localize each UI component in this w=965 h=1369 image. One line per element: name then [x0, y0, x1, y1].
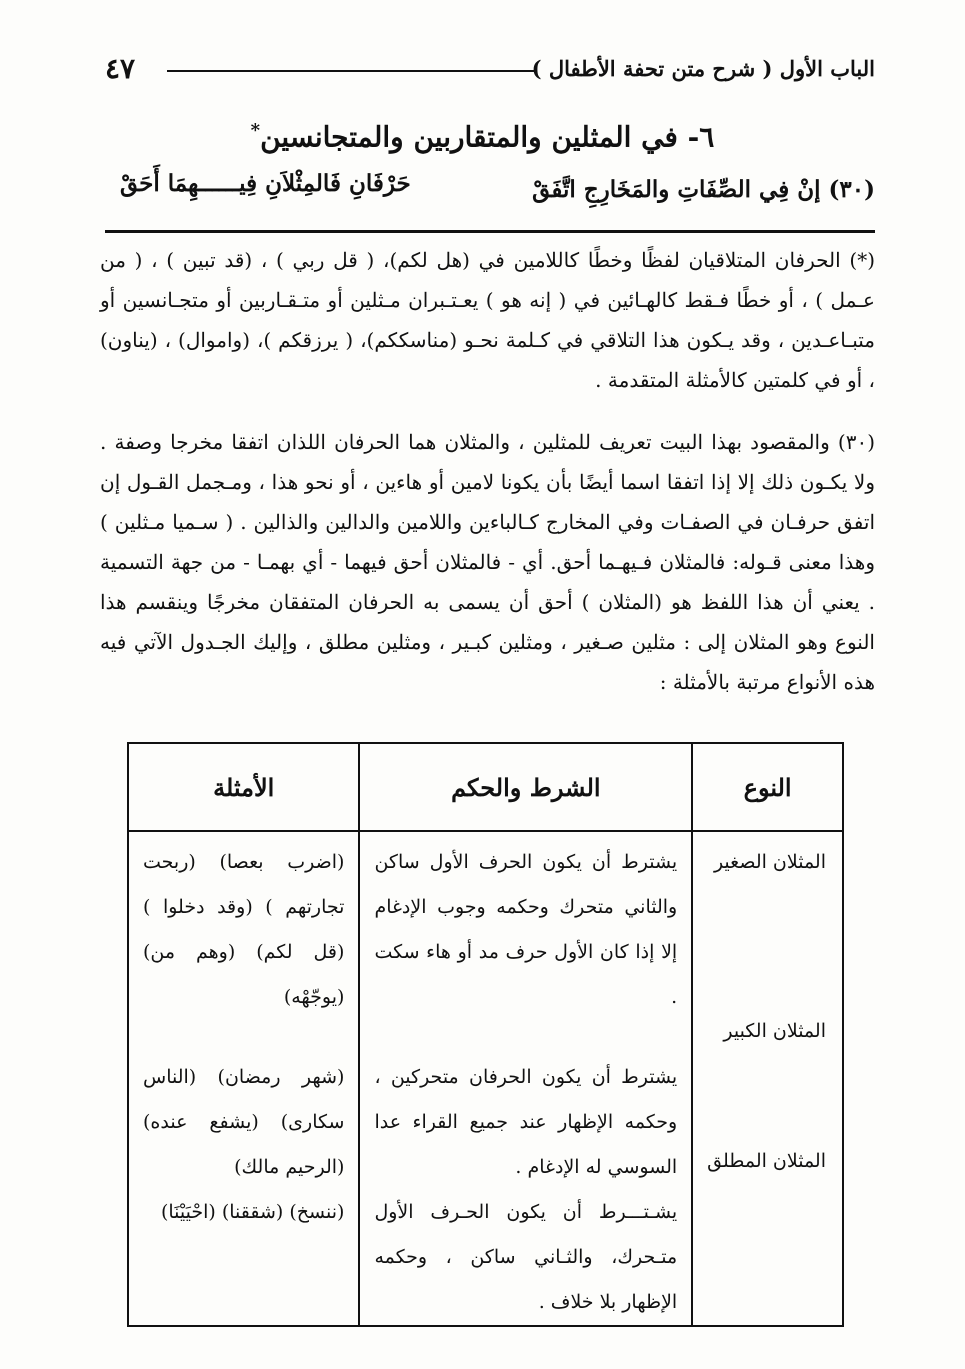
table-row [128, 831, 843, 1326]
chapter-title-text: ٦- في المثلين والمتقاربين والمتجانسين [260, 120, 715, 154]
running-title: الباب الأول ( شرح متن تحفة الأطفال ) [531, 56, 875, 81]
footnote-marker: * [250, 120, 261, 141]
verse-second-half: حَرْفَانِ فَالمِثْلاَنِ فِيــــــهِمَا أَحَقْ [120, 170, 411, 197]
page-header [105, 52, 875, 92]
type-cell: المثلان الكبير [723, 1020, 826, 1042]
rules-table [127, 742, 844, 1327]
condition-cell: يشترط أن يكون الحرفان متحركين ، وحكمه الإظهار عند جميع القراء عدا السوسي له الإدغام . [374, 1066, 678, 1178]
verse-rule [105, 230, 875, 233]
header-examples: الأمثلة [128, 743, 359, 831]
condition-cell: يشترط أن يكون الحرف الأول ساكن والثاني متحرك وحكمه وجوب الإدغام إلا إذا كان الأول حرف مد أو هاء سكت . [374, 851, 678, 1008]
type-cell: المثلان المطلق [707, 1150, 826, 1172]
header-rule [167, 70, 535, 72]
header-condition: الشرط والحكم [359, 743, 692, 831]
verse-first-half: (٣٠) إنْ فِي الصِّفَاتِ والمَخَارِجِ اتَّفَقْ [532, 176, 875, 203]
type-cell: المثلان الصغير [713, 851, 826, 873]
footnote-paragraph: (*) الحرفان المتلاقيان لفظًا وخطًا كاللامين في (هل لكم)، ( قل ربي ) ، (قد تبين ) ، ( من عـمل ) ، أو خطًا فـقط كالهـائين في ( إنه هو ) يعـتـبران مـثلين أو متـقـاربين أو متجـانسين أو متبـاعـدين ، وقد يـكون هذا التلاقي في كـلمة نحـو (مناسككم)، ( يرزقكم )، (واموال) ، (يناون) ، أو في كلمتين كالأمثلة المتقدمة . [100, 248, 875, 392]
condition-cell: يشـتـــرط أن يكون الحـرف الأول متـحرك، والثـاني ساكن ، وحكمه الإظهار بلا خلاف . [374, 1201, 678, 1313]
examples-cell: (اضرب بعصا) (ربحت تجارتهم ) (وقد دخلوا )(قل لكم) (وهم من) (يوجّهْه) [143, 851, 345, 1008]
page-number: ٤٧ [105, 52, 136, 85]
header-type: النوع [692, 743, 843, 831]
examples-cell: (شهر رمضان) (الناس سكارى) (يشفع عنده) (الرحيم مالك) [143, 1066, 345, 1178]
verse-line [120, 170, 875, 214]
commentary-paragraph: (٣٠) والمقصود بهذا البيت تعريف للمثلين ، والمثلان هما الحرفان اللذان اتفقا مخرجا وصفة . ولا يكـون ذلك إلا إذا اتفقا اسما أيضًا بأن يكونا لامين أو هاءين ، أو نحو هذا ، ومـجمل القـول إن اتفق حرفـان في الصفـات وفي المخارج كـالباءين واللامين والدالين والذالين . ( سـميا مـثلين ) وهذا معنى قـوله: فالمثلان فـيهـما أحق. أي - فالمثلان أحق فيهما - أي بهمـا - من جهة التسمية . يعني أن هذا اللفظ هو (المثلان ) أحق أن يسمى به الحرفان المتفقان مخرجًا وينقسم هذا النوع وهو المثلان إلى : مثلين صـغير ، ومثلين كبـير ، ومثلين مطلق ، وإليك الجـدول الآتي فيه هذه الأنواع مرتبة بالأمثلة : [100, 430, 875, 694]
chapter-title [0, 120, 965, 153]
examples-cell: (ننسخ) (شققنا) (احْيَيْنَا) [160, 1201, 345, 1223]
table-header-row [128, 743, 843, 831]
